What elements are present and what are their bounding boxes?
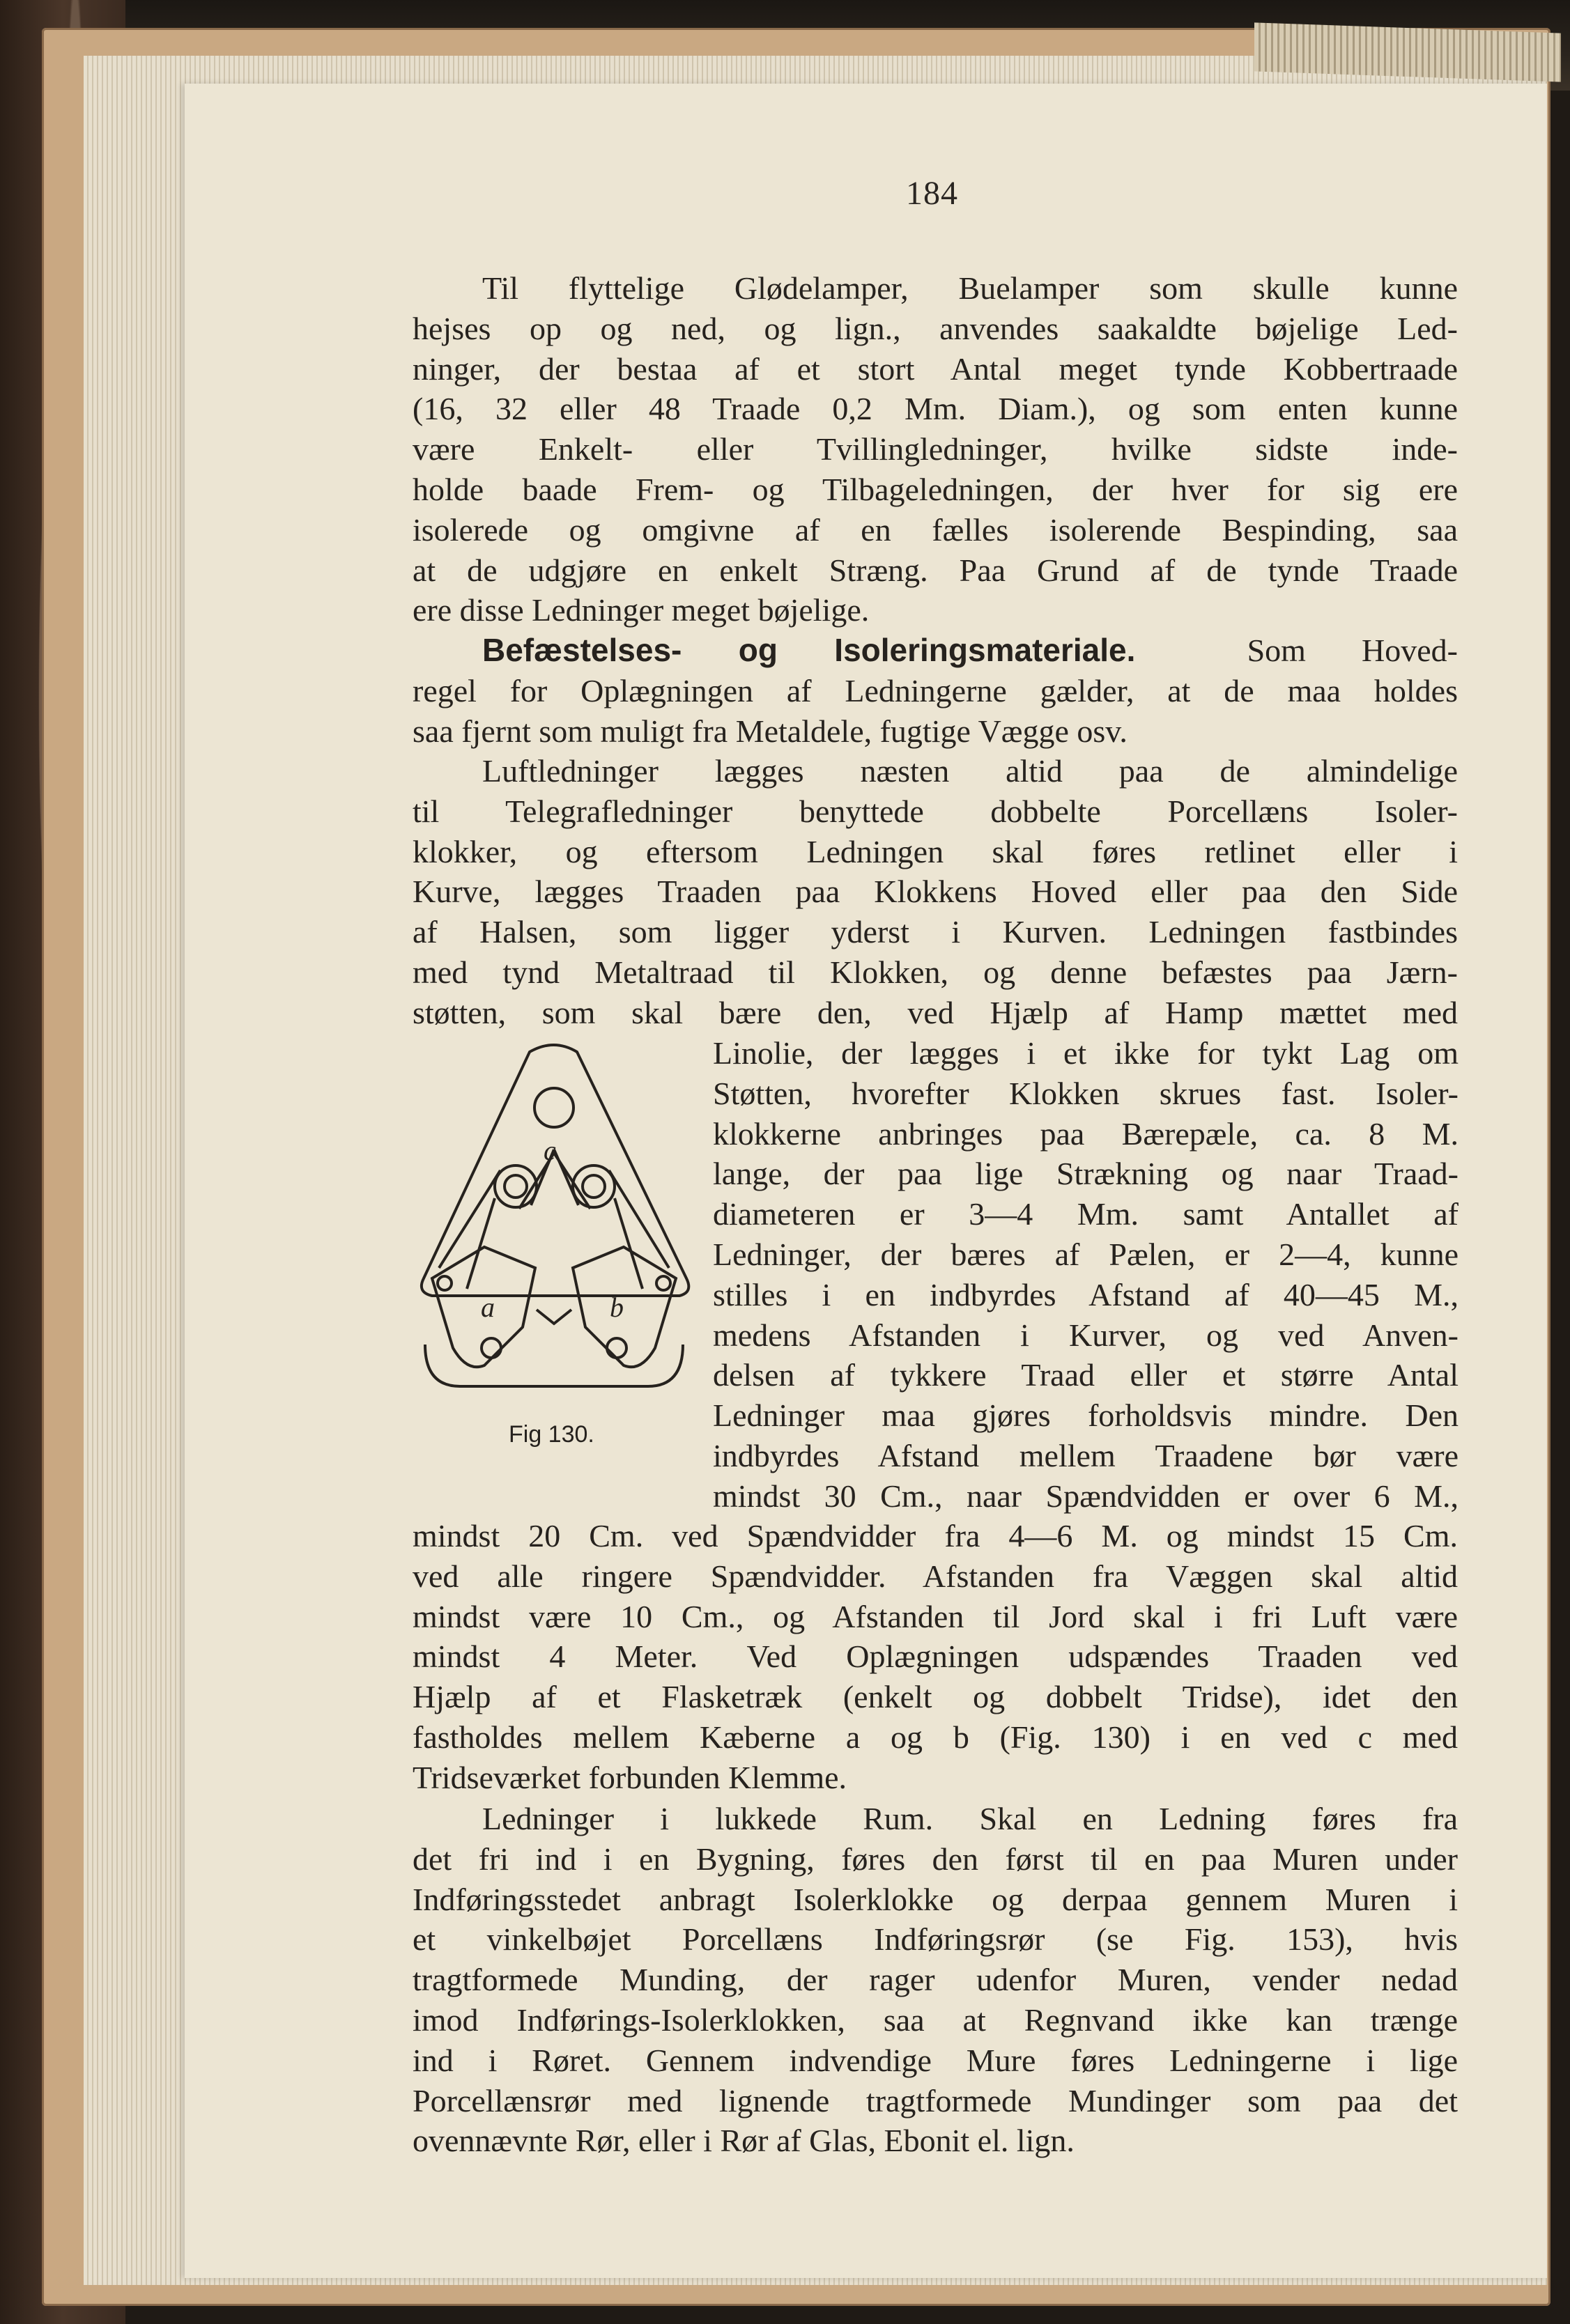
section-heading: Befæstelses- og Isoleringsmateriale.: [482, 632, 1136, 668]
jaw-a-hole-icon: [482, 1338, 501, 1358]
label-c: c: [544, 1135, 556, 1166]
jaw-b: [573, 1247, 676, 1367]
text-line: Luftledninger lægges næsten altid paa de almindelige: [482, 753, 1458, 789]
text-line: tragtformede Munding, der rager udenfor Muren, vender nedad: [413, 1962, 1458, 1998]
text-line: Kurve, lægges Traaden paa Klokkens Hoved eller paa den Side: [413, 874, 1458, 910]
text-line: Tridseværket forbunden Klemme.: [413, 1759, 847, 1795]
top-hole-icon: [534, 1088, 574, 1127]
text-line: være Enkelt- eller Tvillingledninger, hvilke sidste inde-: [413, 431, 1458, 467]
text-line: stilles i en indbyrdes Afstand af 40—45 M.,: [713, 1276, 1459, 1312]
text-line: saa fjernt som muligt fra Metaldele, fugtige Vægge osv.: [413, 713, 1128, 749]
text-line: medens Afstanden i Kurver, og ved Anven-: [713, 1317, 1459, 1353]
text-line: indbyrdes Afstand mellem Traadene bør være: [713, 1437, 1459, 1473]
text-line: Porcellænsrør med lignende tragtformede Mundinger som paa det: [413, 2082, 1458, 2118]
text-line: ninger, der bestaa af et stort Antal meget tynde Kobbertraade: [413, 350, 1458, 387]
text-line: ere disse Ledninger meget bøjelige.: [413, 592, 870, 628]
text-line: Ledninger maa gjøres forholdsvis mindre. Den: [713, 1397, 1459, 1434]
text-line: delsen af tykkere Traad eller et større Antal: [713, 1357, 1459, 1393]
paragraph-flexible-cables: [413, 268, 1458, 630]
text-line: Støtten, hvorefter Klokken skrues fast. Isoler-: [713, 1075, 1459, 1111]
figure-130: [411, 1038, 697, 1456]
text-line: Ledninger i lukkede Rum. Skal en Ledning føres fra: [482, 1801, 1458, 1836]
text-line: af Halsen, som ligger yderst i Kurven. Ledningen fastbindes: [413, 914, 1458, 950]
pulley-left-hub-icon: [505, 1175, 527, 1198]
text-line: fastholdes mellem Kæberne a og b (Fig. 130) i en ved c med: [413, 1719, 1458, 1755]
text-line: et vinkelbøjet Porcellæns Indføringsrør (se Fig. 153), hvis: [413, 1921, 1458, 1958]
text-line: med tynd Metaltraad til Klokken, og denne befæstes paa Jærn-: [413, 954, 1458, 990]
wire-clamp-diagram: [411, 1038, 697, 1428]
heading-line: [413, 630, 1458, 671]
text-line: Linolie, der lægges i et ikke for tykt Lag om: [713, 1035, 1459, 1071]
pulley-right-hub-icon: [583, 1175, 605, 1198]
text-line: ind i Røret. Gennem indvendige Mure føres Ledningerne i lige: [413, 2042, 1458, 2078]
text-line: klokkerne anbringes paa Bærepæle, ca. 8 M.: [713, 1115, 1459, 1152]
text-line: ovennævnte Rør, eller i Rør af Glas, Ebonit el. lign.: [413, 2123, 1075, 2159]
text-line: Til flyttelige Glødelamper, Buelamper som skulle kunne: [482, 270, 1458, 306]
text-line: til Telegrafledninger benyttede dobbelte Porcellæns Isoler-: [413, 793, 1458, 829]
text-line: imod Indførings-Isolerklokken, saa at Regnvand ikke kan trænge: [413, 2001, 1458, 2038]
text-line: holde baade Frem- og Tilbageledningen, der hver for sig ere: [413, 471, 1458, 507]
text-line: isolerede og omgivne af en fælles isolerende Bespinding, saa: [413, 511, 1458, 548]
paragraph-indoor-lines: [413, 1799, 1458, 2161]
paragraph-overhead-lines-wrap: [713, 1033, 1459, 1517]
clamp-base: [425, 1345, 683, 1386]
text-line: Indføringsstedet anbragt Isolerklokke og derpaa gennem Muren i: [413, 1881, 1458, 1917]
figure-caption: Fig 130.: [509, 1421, 594, 1448]
page-number: 184: [906, 175, 958, 212]
text-line: klokker, og eftersom Ledningen skal føres retlinet eller i: [413, 833, 1458, 869]
paragraph-mounting-materials: [413, 630, 1458, 751]
paragraph-overhead-lines: [413, 751, 1458, 1033]
jaw-b-hole-icon: [607, 1338, 626, 1358]
text-line: at de udgjøre en enkelt Stræng. Paa Grund af de tynde Traade: [413, 552, 1458, 588]
wire-center: [537, 1310, 571, 1324]
text-line: Hjælp af et Flasketræk (enkelt og dobbelt Tridse), idet den: [413, 1679, 1458, 1715]
linkage-arms: [439, 1149, 669, 1268]
text-line: mindst være 10 Cm., og Afstanden til Jord skal i fri Luft være: [413, 1598, 1458, 1634]
label-a: a: [481, 1292, 495, 1323]
text-line: mindst 4 Meter. Ved Oplægningen udspændes Traaden ved: [413, 1639, 1458, 1675]
text-line: ved alle ringere Spændvidder. Afstanden fra Væggen skal altid: [413, 1558, 1458, 1594]
clamp-body-outline: [422, 1045, 688, 1296]
jaw-a-pin-icon: [438, 1276, 452, 1290]
heading-line-rest: Som Hoved-: [1247, 633, 1458, 668]
text-line: (16, 32 eller 48 Traade 0,2 Mm. Diam.), og som enten kunne: [413, 391, 1458, 427]
text-line: lange, der paa lige Strækning og naar Traad-: [713, 1156, 1459, 1192]
text-line: Ledninger, der bæres af Pælen, er 2—4, kunne: [713, 1236, 1459, 1272]
text-line: mindst 30 Cm., naar Spændvidden er over 6 M.,: [713, 1478, 1459, 1514]
text-line: mindst 20 Cm. ved Spændvidder fra 4—6 M. og mindst 15 Cm.: [413, 1518, 1458, 1554]
side-rails: [467, 1198, 642, 1289]
label-b: b: [610, 1292, 624, 1323]
jaw-b-pin-icon: [656, 1276, 670, 1290]
text-line: regel for Oplægningen af Ledningerne gælder, at de maa holdes: [413, 672, 1458, 708]
text-line: diameteren er 3—4 Mm. samt Antallet af: [713, 1196, 1459, 1232]
paragraph-overhead-lines-rest: [413, 1516, 1458, 1798]
text-line: hejses op og ned, og lign., anvendes saakaldte bøjelige Led-: [413, 310, 1458, 346]
text-line: det fri ind i en Bygning, føres den først til en paa Muren under: [413, 1841, 1458, 1877]
text-line: støtten, som skal bære den, ved Hjælp af Hamp mættet med: [413, 994, 1458, 1030]
